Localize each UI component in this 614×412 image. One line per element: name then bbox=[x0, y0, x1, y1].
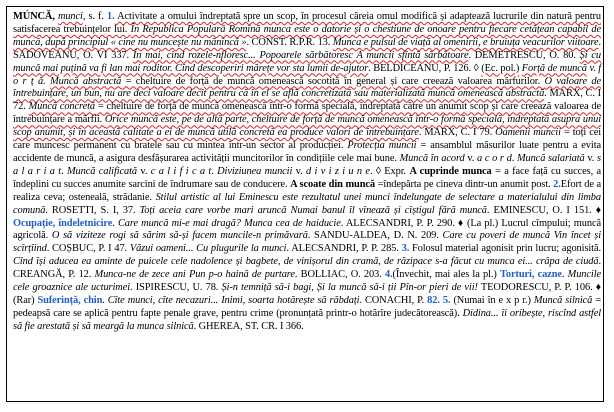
entry-segment: . CONST. R.P.R. 13. bbox=[246, 36, 333, 48]
entry-segment: . EMINESCU, O. I 151. ♦ bbox=[486, 204, 601, 216]
entry-segment: 82. bbox=[427, 294, 440, 306]
entry-segment: Și-n temniță să-i bagi, Și la muncă să-i ții Pîn-or pieri de vii! bbox=[221, 282, 478, 294]
entry-segment: Didina... îi oribește, riscînd astfel să fie arestată și să meargă la munca silnică bbox=[13, 307, 601, 332]
entry-segment: Văzui oameni... Cu plugurile la munci bbox=[129, 243, 287, 255]
entry-segment: Muncă în acord bbox=[399, 152, 465, 164]
entry-segment: Muncă salariată bbox=[516, 152, 585, 164]
entry-segment: Orice muncă este, pe de altă parte, cheltuire de forță de muncă omenească într-o formă specială, îndreptată asupra unui scop anumit, și în această calitate a ei de muncă utilă concretă ea produce valori de întrebuințare bbox=[13, 114, 601, 139]
entry-segment: În mai, cînd rozele-nfloresc... Popoarele sărbătoresc A muncii sfîntă sărbătoare bbox=[132, 49, 469, 61]
entry-segment: Și cu muncă mai puțină va fi lan mai roditor. Cînd descoperiri mărețe vor sta lumii de-ajutor bbox=[13, 49, 601, 74]
entry-segment: Forță de muncă bbox=[521, 62, 587, 74]
entry-segment: TEODORESCU, P. P. 106. ♦ (Rar) bbox=[13, 282, 601, 306]
entry-segment: (Învechit, mai ales la pl.) bbox=[392, 269, 500, 281]
entry-segment: Protecția muncii bbox=[347, 140, 417, 152]
entry-segment: . bbox=[102, 294, 108, 306]
entry-segment: A cuprinde munca bbox=[409, 165, 492, 177]
entry-segment: . ROSETTI, S. I, 37. bbox=[45, 204, 140, 216]
entry-segment: . MARX, C. I 72. bbox=[13, 88, 601, 113]
entry-segment: 4. bbox=[384, 269, 393, 281]
entry-segment: Muncile cele groaznice ale ucturimei bbox=[13, 269, 601, 294]
entry-segment: = a face față cu succes, a îndeplini cu succes anumite sarcini de îndrumare sau de conducere. bbox=[13, 165, 602, 190]
entry-segment: = cheltuire de forță de muncă omenească într-o formă specială, îndreptată către un anumit scop și care creează valoarea de întrebuințare a mărfii. bbox=[13, 101, 602, 126]
entry-segment: Efort de a realiza ceva; osteneală, strădanie. bbox=[13, 178, 601, 203]
entry-segment: v. f o r ț ă. bbox=[13, 62, 602, 87]
entry-segment: = ansamblul măsurilor luate pentru a evita accidente de muncă, a asigura desfășurarea activității muncitorilor în condițiile cele mai bune. bbox=[13, 140, 601, 164]
entry-segment: v. bbox=[137, 165, 151, 177]
entry-segment: Stilul artistic al lui Eminescu este rezultatul unei munci îndelungate de selectare a materialului din limba comună bbox=[13, 191, 601, 216]
entry-segment: . GHEREA, ST. CR. I 366. bbox=[193, 320, 304, 332]
entry-segment: Torturi, cazne bbox=[500, 269, 562, 281]
entry-segment: . ◊ Expr. bbox=[369, 165, 410, 177]
entry-segment: Diviziunea muncii bbox=[217, 165, 293, 177]
entry-segment: . CONACHI, P. bbox=[359, 294, 428, 306]
entry-segment: . ISPIRESCU, U. 78. bbox=[129, 282, 222, 294]
entry-segment: . ALECSANDRI, P. P. 285. bbox=[286, 243, 402, 255]
entry-segment: = cheltuire de forță de muncă omenească socotită în general și care creează valoarea mărfurilor. bbox=[121, 75, 545, 87]
entry-segment: 1. bbox=[106, 11, 115, 22]
entry-segment: În Republica Populară Romînă munca este o datorie și o chestiune de onoare pentru fiecare cetățean capabil de muncă, după principiul « cine nu muncește nu mănîncă » bbox=[13, 23, 601, 48]
entry-segment: 3. bbox=[401, 243, 410, 255]
dictionary-entry bbox=[13, 11, 601, 334]
entry-segment: . COȘBUC, P. I 47. bbox=[46, 243, 130, 255]
entry-segment: . bbox=[61, 165, 67, 177]
entry-segment: munci bbox=[57, 11, 83, 22]
entry-segment: (Numai în e x p r.) bbox=[450, 294, 534, 306]
entry-segment: O să viziteze rogi să sărim să-și facem muncile-n primăvară bbox=[51, 230, 308, 242]
entry-segment: v. bbox=[584, 152, 598, 164]
headword: MÚNCĂ, bbox=[13, 11, 55, 22]
entry-segment: 5. bbox=[442, 294, 451, 306]
entry-segment: Care muncă mi-e mai dragă? Munca cea de haiducie bbox=[117, 217, 341, 229]
entry-segment: Munca e pulsul de viață al omenirii, e bruiuța veacurilor viitoare bbox=[332, 36, 599, 48]
dictionary-entry-frame bbox=[6, 6, 604, 402]
entry-segment: v. bbox=[292, 165, 307, 177]
entry-segment: O valoare de întrebuințare, un bun, nu are deci valoare decît pentru că în el se află concretizată sau materializată muncă omenească abstractă bbox=[13, 75, 601, 100]
entry-segment: . MARX, C. I 79. bbox=[418, 127, 496, 139]
entry-segment: Cînd își aducea ea aminte de puicele cele nadolence și bagbete, de vinișorul din cramă, de răzipace s-a făcut cu munca ei... crâpa de ciudă bbox=[13, 256, 599, 268]
entry-segment: . CREANGĂ, P. 12. bbox=[13, 256, 601, 281]
entry-segment: Activitate a omului îndreptată spre un scop, în procesul căreia omul modifică și adaptează lucrurile din natură pentru satisfacerea trebuințelor lui. bbox=[13, 11, 601, 35]
entry-segment: (Ec. pol.) bbox=[481, 62, 520, 74]
entry-segment: = pedeapsă care se aplică pentru fapte penale grave, pentru crime (pronunțată printr-o hotărîre judecătorească). bbox=[13, 294, 602, 319]
entry-segment: Oamenii muncii bbox=[495, 127, 561, 139]
entry-segment: = toți cei care muncesc permanent cu bratele sau cu mintea într-un sector al producției. bbox=[13, 127, 602, 152]
entry-segment: Suferință, chin bbox=[37, 294, 103, 306]
entry-segment: , s. f. bbox=[82, 11, 107, 22]
entry-segment: Muncă abstractă bbox=[50, 75, 122, 87]
entry-segment: c a l i f i c a t bbox=[150, 165, 212, 177]
entry-segment: . DEMETRESCU, O. 80. bbox=[468, 49, 580, 61]
entry-segment: Munca-ne de zece ani Pun p-o haină de purtare bbox=[94, 269, 295, 281]
entry-segment: v. bbox=[464, 152, 478, 164]
entry-segment: s a l a r i a t bbox=[13, 152, 601, 177]
entry-segment: =îndepărta pe cineva dintr-un anumit post. bbox=[374, 178, 554, 190]
entry-segment: . BOLLIAC, O. 203. bbox=[294, 269, 385, 281]
entry-segment: Muncă calificată bbox=[67, 165, 138, 177]
entry-segment: . SADOVEANU, O. VI 337. bbox=[13, 36, 601, 61]
entry-segment: . bbox=[211, 165, 218, 177]
entry-segment: Muncă concretă bbox=[28, 101, 95, 113]
entry-segment: Ocupație, îndeletnicire bbox=[13, 217, 113, 229]
entry-segment: . bbox=[112, 217, 118, 229]
entry-segment: . bbox=[561, 269, 568, 281]
entry-segment: a c o r d bbox=[477, 152, 512, 164]
entry-segment: A scoate din muncă bbox=[290, 178, 375, 190]
entry-segment: d i v i z i u n e bbox=[306, 165, 370, 177]
entry-segment: Muncă silnică bbox=[533, 294, 593, 306]
entry-segment: Care cu poveri de muncă Vin încet și scîrțîind bbox=[13, 230, 602, 255]
entry-segment: . BELDICEANU, P. 126. ◊ bbox=[368, 62, 482, 74]
entry-segment: . SANDU-ALDEA, D. N. 209. bbox=[307, 230, 443, 242]
entry-segment: Cîte munci, cîte necazuri... Inimi, soarta hotărește să răbdați bbox=[107, 294, 360, 306]
entry-segment: . ALECSANDRI, P. P. 290. ♦ (La pl.) Lucrul cîmpului; muncă agricolă. bbox=[13, 217, 601, 242]
entry-segment: Folosul material agonisit prin lucru; agonisită. bbox=[409, 243, 601, 255]
entry-segment: 2. bbox=[553, 178, 561, 190]
entry-segment: . bbox=[511, 152, 517, 164]
entry-segment: Toți aceia care vorbe mari aruncă Numai banul îl vînează și cîștigul fără muncă bbox=[139, 204, 487, 216]
